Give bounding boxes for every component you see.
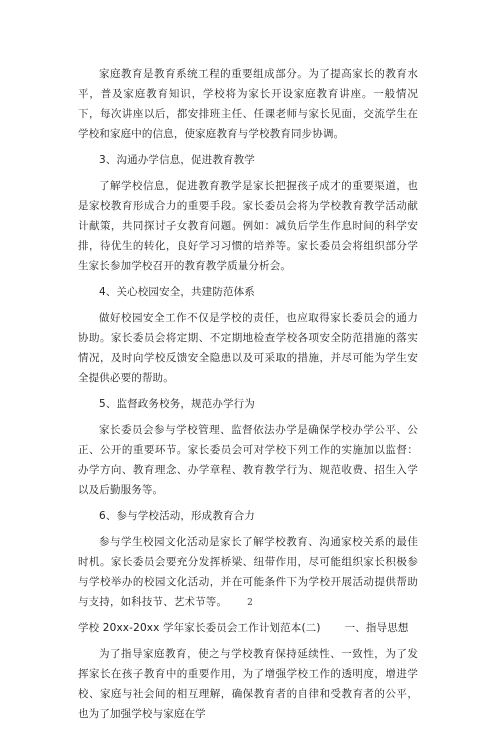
subsection-heading: 一、指导思想 xyxy=(344,622,409,634)
heading-communication: 3、沟通办学信息，促进教育教学 xyxy=(99,154,255,166)
section-title-line xyxy=(78,618,418,638)
paragraph-supervision: 家长委员会参与学校管理、监督依法办学是确保学校办学公平、公正、公开的重要环节。家长委员会可对学校下列工作的实施加以监督：办学方向、教育理念、办学章程、教育教学行为、规范收费、招生入学以及后勤服务等。 xyxy=(78,424,418,496)
document-body xyxy=(78,64,418,730)
section-title: 学校 20xx-20xx 学年家长委员会工作计划范本(二) xyxy=(78,622,321,634)
page-number: 2 xyxy=(247,598,253,608)
paragraph-activities: 参与学生校园文化活动是家长了解学校教育、沟通家校关系的最佳时机。家长委员会要充分发挥桥梁、纽带作用，尽可能组织家长积极参与学校举办的校园文化活动，并在可能条件下为学校开展活动提供帮助与支持，如科技节、艺术节等。 xyxy=(78,536,418,608)
paragraph-guiding-ideology: 为了指导家庭教育，使之与学校教育保持延续性、一致性，为了发挥家长在孩子教育中的重要作用，为了增强学校工作的透明度，增进学校、家庭与社会间的相互理解，确保教育者的自律和受教育者的公平，也为了加强学校与家庭在学 xyxy=(78,648,418,720)
paragraph-communication: 了解学校信息，促进教育教学是家长把握孩子成才的重要渠道，也是家校教育形成合力的重要手段。家长委员会将为学校教育教学活动献计献策，共同探讨子女教育问题。例如：减负后学生作息时间的科学安排，待优生的转化，良好学习习惯的培养等。家长委员会将组织部分学生家长参加学校召开的教育教学质量分析会。 xyxy=(78,180,418,272)
heading-supervision: 5、监督政务校务，规范办学行为 xyxy=(99,398,255,410)
heading-safety: 4、关心校园安全，共建防范体系 xyxy=(99,286,255,298)
heading-activities: 6、参与学校活动，形成教育合力 xyxy=(99,510,255,522)
paragraph-family-education: 家庭教育是教育系统工程的重要组成部分。为了提高家长的教育水平，普及家庭教育知识，学校将为家长开设家庭教育讲座。一般情况下，每次讲座以后，都安排班主任、任课老师与家长见面，交流学生在学校和家庭中的信息，使家庭教育与学校教育同步协调。 xyxy=(78,68,418,140)
paragraph-safety: 做好校园安全工作不仅是学校的责任，也应取得家长委员会的通力协助。家长委员会将定期、不定期地检查学校各项安全防范措施的落实情况，及时向学校反馈安全隐患以及可采取的措施，并尽可能为学生安全提供必要的帮助。 xyxy=(78,312,418,384)
